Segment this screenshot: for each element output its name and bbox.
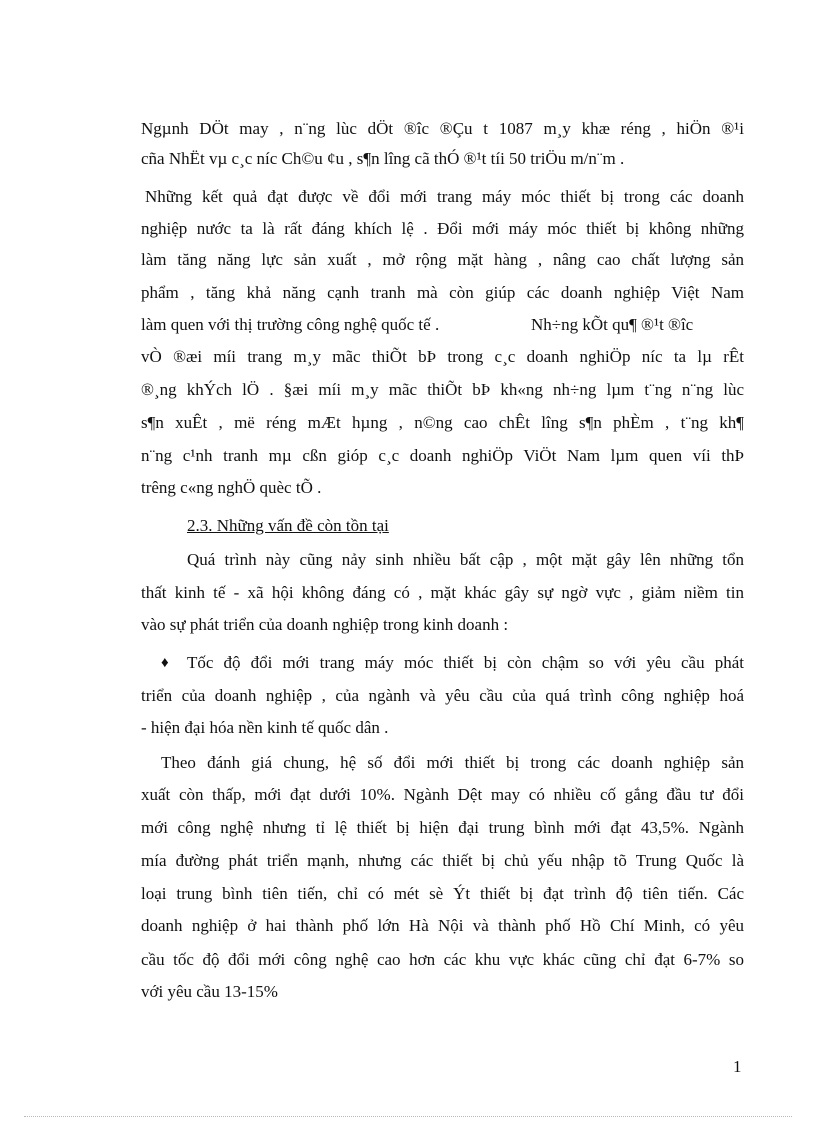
text-line: Những kết quả đạt được về đổi mới trang máy móc thiết bị trong các doanh [145,187,744,206]
bullet-text-line: - hiện đại hóa nền kinh tế quốc dân . [141,718,389,737]
text-line: Ngµnh DÖt may , n¨ng lùc dÖt ®îc ®Çu t 1087 m¸y khæ réng , hiÖn ®¹i [141,119,744,138]
text-line: s¶n xuÊt , më réng mÆt hµng , n©ng cao chÊt lîng s¶n phÈm , t¨ng kh¶ [141,413,744,432]
text-line: mía đường phát triển mạnh, nhưng các thiết bị chủ yếu nhập tõ Trung Quốc là [141,851,744,870]
text-line: làm tăng năng lực sản xuất , mở rộng mặt hàng , nâng cao chất lượng sản [141,250,744,269]
text-line: n¨ng c¹nh tranh mµ cßn gióp c¸c doanh nghiÖp ViÖt Nam lµm quen víi thÞ [141,446,744,465]
text-line: thất kinh tế - xã hội không đáng có , mặt khác gây sự ngờ vực , giảm niềm tin [141,583,744,602]
text-line: cầu tốc độ đổi mới công nghệ cao hơn các khu vực khác cũng chỉ đạt 6-7% so [141,950,744,969]
text-line: trêng c«ng nghÖ quèc tÕ . [141,478,322,497]
text-line: cña NhËt vµ c¸c níc Ch©u ¢u , s¶n lîng cã thÓ ®¹t tíi 50 triÖu m/n¨m . [141,149,625,168]
text-line: vào sự phát triển của doanh nghiệp trong kinh doanh : [141,615,509,634]
text-line: doanh nghiệp ở hai thành phố lớn Hà Nội và thành phố Hồ Chí Minh, có yêu [141,916,744,935]
page-number: 1 [733,1057,742,1076]
text-line: Theo đánh giá chung, hệ số đổi mới thiết bị trong các doanh nghiệp sản [161,753,744,772]
text-line: ®¸ng khÝch lÖ . §æi míi m¸y mãc thiÕt bÞ kh«ng nh÷ng lµm t¨ng n¨ng lùc [141,380,744,399]
section-heading: 2.3. Những vấn đề còn tồn tại [187,516,389,535]
bullet-text-line: triển của doanh nghiệp , của ngành và yêu cầu của quá trình công nghiệp hoá [141,686,744,705]
bullet-text-line: Tốc độ đổi mới trang máy móc thiết bị còn chậm so với yêu cầu phát [187,653,744,672]
text-line: xuất còn thấp, mới đạt dưới 10%. Ngành Dệt may có nhiều cố gắng đầu tư đổi [141,785,744,804]
text-line: mới công nghệ nhưng tỉ lệ thiết bị hiện đại trung bình mới đạt 43,5%. Ngành [141,818,744,837]
text-line: loại trung bình tiên tiến, chỉ có mét sè Ýt thiết bị đạt trình độ tiên tiến. Các [141,884,744,903]
text-line: với yêu cầu 13-15% [141,982,278,1001]
text-line: nghiệp nước ta là rất đáng khích lệ . Đổi mới máy móc thiết bị không những [141,219,744,238]
text-line: phẩm , tăng khả năng cạnh tranh mà còn giúp các doanh nghiệp Việt Nam [141,283,744,302]
text-line: Quá trình này cũng nảy sinh nhiều bất cập , một mặt gây lên những tổn [187,550,744,569]
text-line: làm quen với thị trường công nghệ quốc tế . [141,315,440,334]
page-boundary-divider [24,1116,792,1117]
text-line: vÒ ®æi míi trang m¸y mãc thiÕt bÞ trong c¸c doanh nghiÖp níc ta lµ rÊt [141,347,744,366]
text-line: Nh÷ng kÕt qu¶ ®¹t ®îc [531,315,694,334]
diamond-bullet-icon: ♦ [161,655,169,671]
